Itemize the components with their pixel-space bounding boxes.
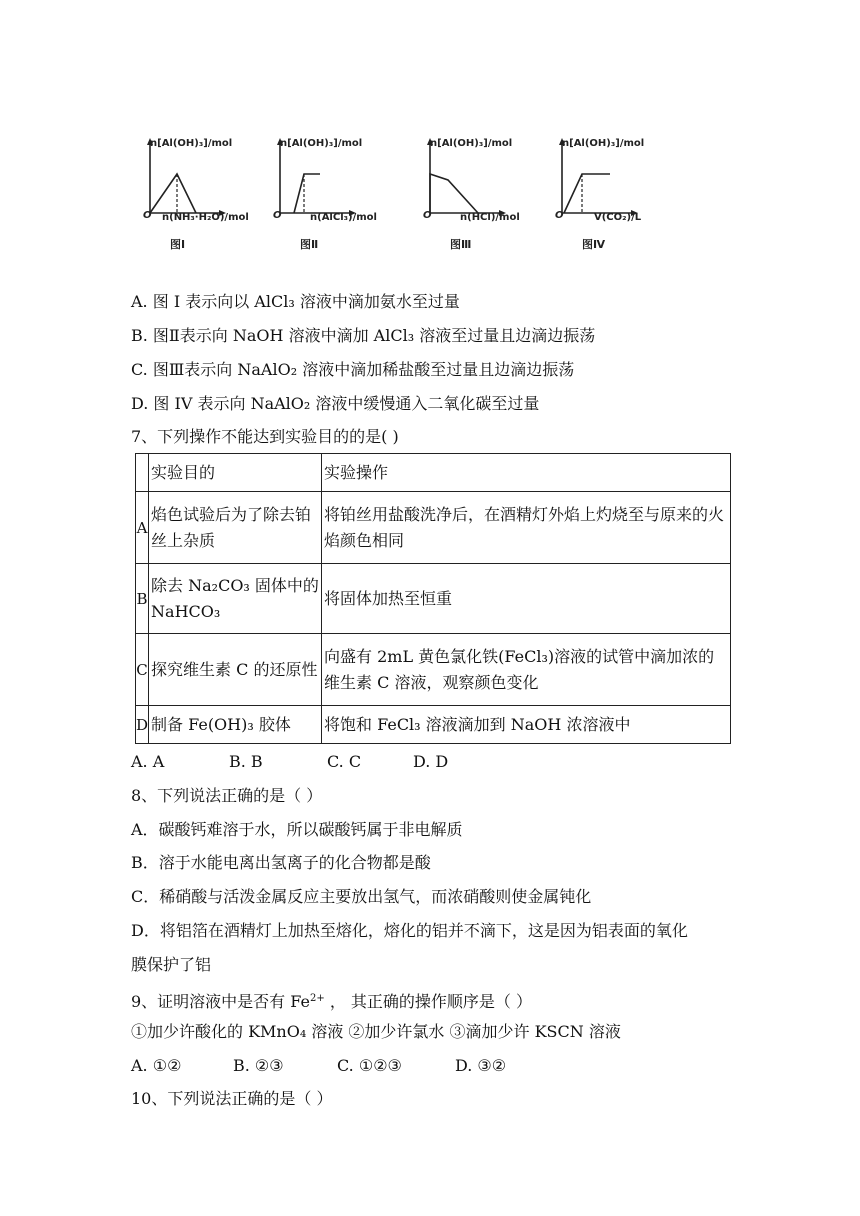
- figure-3-ylabel: n[Al(OH)₃]/mol: [430, 138, 513, 149]
- q9-options: [131, 1056, 553, 1076]
- q8-option-d-line2: 膜保护了铝: [131, 955, 212, 974]
- q9-stem: [131, 989, 532, 1012]
- q7-option-a: A. A: [131, 752, 165, 771]
- q7-option-b: B. B: [229, 752, 263, 771]
- table-row: [136, 706, 731, 744]
- figure-2-xlabel: n(AlCl₃)/mol: [310, 212, 377, 223]
- figure-1: [140, 128, 249, 258]
- row-key: B: [136, 564, 149, 634]
- q9-stem-pre: 9、证明溶液中是否有 Fe: [131, 992, 310, 1011]
- figure-2-origin: O: [273, 210, 282, 221]
- q7-stem: 7、下列操作不能达到实验目的的是( ): [131, 427, 399, 446]
- q7-options: [131, 752, 511, 772]
- row-op: 将铂丝用盐酸洗净后，在酒精灯外焰上灼烧至与原来的火焰颜色相同: [322, 492, 731, 564]
- q9-option-b: B. ②③: [233, 1056, 284, 1075]
- figure-4-origin: O: [555, 210, 564, 221]
- figure-3-xlabel: n(HCl)/mol: [460, 212, 520, 223]
- figure-1-origin: O: [143, 210, 152, 221]
- row-op: 将固体加热至恒重: [322, 564, 731, 634]
- q9-stem-sup: 2+: [309, 993, 325, 1004]
- figure-3-origin: O: [423, 210, 432, 221]
- row-goal: 探究维生素 C 的还原性: [149, 634, 322, 706]
- table-header-row: [136, 454, 731, 492]
- figure-4-xlabel: V(CO₂)/L: [594, 212, 642, 223]
- graph-figures: [140, 128, 645, 258]
- q7-option-d: D. D: [413, 752, 449, 771]
- q8-option-a: A．碳酸钙难溶于水，所以碳酸钙属于非电解质: [131, 820, 463, 839]
- q8-option-b: B．溶于水能电离出氢离子的化合物都是酸: [131, 853, 431, 872]
- q9-option-d: D. ③②: [455, 1056, 507, 1075]
- q9-stem-post: ， 其正确的操作顺序是（ ）: [329, 992, 532, 1011]
- row-key: A: [136, 492, 149, 564]
- q7-table: [135, 453, 731, 744]
- row-op: 向盛有 2mL 黄色氯化铁(FeCl₃)溶液的试管中滴加浓的维生素 C 溶液，观察颜色变化: [322, 634, 731, 706]
- row-key: D: [136, 706, 149, 744]
- q6-option-a: A. 图 I 表示向以 AlCl₃ 溶液中滴加氨水至过量: [131, 292, 460, 311]
- figure-1-ylabel: n[Al(OH)₃]/mol: [150, 138, 233, 149]
- q7-option-c: C. C: [327, 752, 362, 771]
- row-goal: 制备 Fe(OH)₃ 胶体: [149, 706, 322, 744]
- figure-3: [420, 128, 525, 258]
- table-header-goal: 实验目的: [149, 454, 322, 492]
- row-goal: 焰色试验后为了除去铂丝上杂质: [149, 492, 322, 564]
- q6-option-b: B. 图Ⅱ表示向 NaOH 溶液中滴加 AlCl₃ 溶液至过量且边滴边振荡: [131, 326, 596, 345]
- q8-stem: 8、下列说法正确的是（ ）: [131, 786, 323, 805]
- row-op: 将饱和 FeCl₃ 溶液滴加到 NaOH 浓溶液中: [322, 706, 731, 744]
- q10-stem: 10、下列说法正确的是（ ）: [131, 1089, 333, 1108]
- q9-steps: ①加少许酸化的 KMnO₄ 溶液 ②加少许氯水 ③滴加少许 KSCN 溶液: [131, 1022, 621, 1041]
- row-key: C: [136, 634, 149, 706]
- table-header-key: [136, 454, 149, 492]
- q6-option-c: C. 图Ⅲ表示向 NaAlO₂ 溶液中滴加稀盐酸至过量且边滴边振荡: [131, 360, 575, 379]
- q9-option-c: C. ①②③: [337, 1056, 402, 1075]
- figure-1-name: 图Ⅰ: [170, 238, 186, 251]
- table-row: [136, 564, 731, 634]
- q8-option-d-line1: D．将铝箔在酒精灯上加热至熔化，熔化的铝并不滴下，这是因为铝表面的氧化: [131, 921, 688, 940]
- figure-4: [552, 128, 657, 258]
- q8-option-c: C．稀硝酸与活泼金属反应主要放出氢气，而浓硝酸则使金属钝化: [131, 887, 592, 906]
- figure-2-ylabel: n[Al(OH)₃]/mol: [280, 138, 363, 149]
- table-header-op: 实验操作: [322, 454, 731, 492]
- row-goal: 除去 Na₂CO₃ 固体中的 NaHCO₃: [149, 564, 322, 634]
- figure-4-ylabel: n[Al(OH)₃]/mol: [562, 138, 645, 149]
- figure-1-xlabel: n(NH₃·H₂O)/mol: [162, 212, 249, 223]
- figure-4-name: 图Ⅳ: [582, 238, 606, 251]
- figure-2-name: 图Ⅱ: [300, 238, 319, 251]
- table-row: [136, 634, 731, 706]
- figure-2: [270, 128, 375, 258]
- q6-option-d: D. 图 IV 表示向 NaAlO₂ 溶液中缓慢通入二氧化碳至过量: [131, 394, 540, 413]
- q9-option-a: A. ①②: [131, 1056, 182, 1075]
- table-row: [136, 492, 731, 564]
- figure-3-name: 图Ⅲ: [450, 238, 472, 251]
